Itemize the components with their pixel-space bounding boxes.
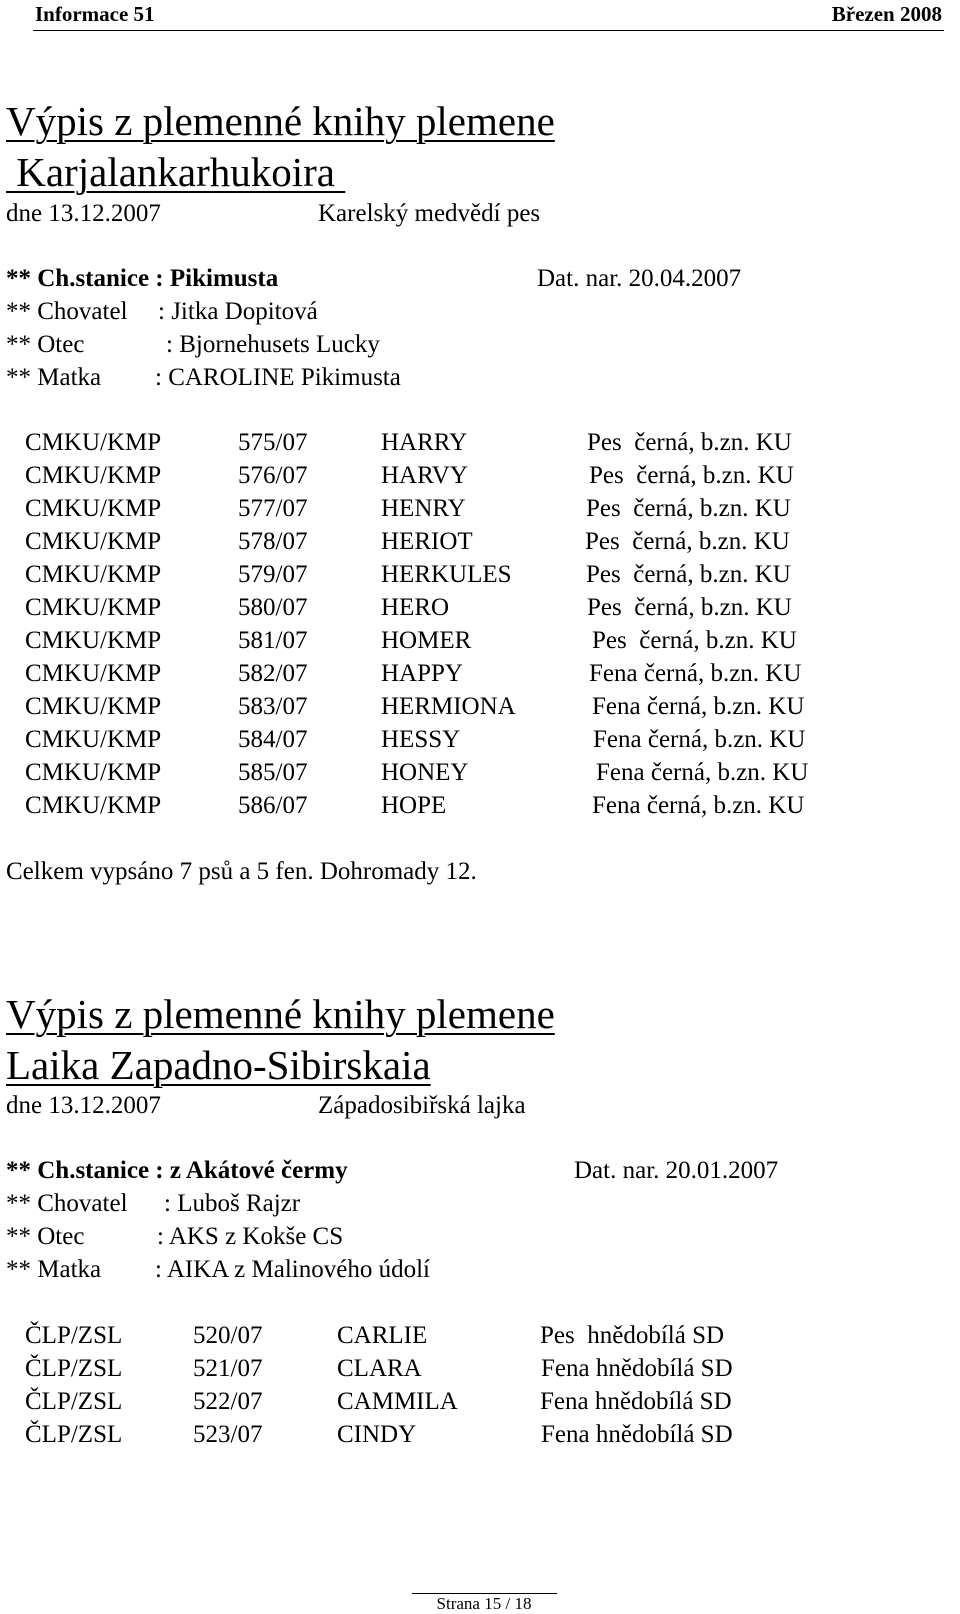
registry: CMKU/KMP xyxy=(25,462,162,489)
breeder-value: : Jitka Dopitová xyxy=(158,298,318,325)
registry: ČLP/ZSL xyxy=(25,1388,123,1415)
dam-value: : CAROLINE Pikimusta xyxy=(155,364,401,391)
sex-color: Fena černá, b.zn. KU xyxy=(593,726,806,753)
list-item xyxy=(0,625,960,659)
header-divider xyxy=(33,30,944,31)
dam-value: : AIKA z Malinového údolí xyxy=(155,1256,430,1283)
dog-name: CLARA xyxy=(337,1355,422,1382)
reg-number: 523/07 xyxy=(193,1421,263,1448)
list-item xyxy=(0,559,960,593)
reg-number: 522/07 xyxy=(193,1388,263,1415)
sex-color: Fena černá, b.zn. KU xyxy=(596,759,809,786)
dog-name: HESSY xyxy=(381,726,461,753)
reg-number: 582/07 xyxy=(238,660,308,687)
sex-color: Pes černá, b.zn. KU xyxy=(586,561,791,588)
list-item xyxy=(0,1353,960,1387)
registry: CMKU/KMP xyxy=(25,726,162,753)
list-item xyxy=(0,724,960,758)
breed-title xyxy=(6,1041,611,1089)
breed-czech-name: Karelský medvědí pes xyxy=(318,200,541,227)
kennel-station: ** Ch.stanice : Pikimusta xyxy=(6,265,279,292)
reg-number: 575/07 xyxy=(238,429,308,456)
list-item xyxy=(0,1386,960,1420)
list-item xyxy=(0,592,960,626)
breeder-label: ** Chovatel xyxy=(6,298,128,325)
dog-name: HERMIONA xyxy=(381,693,516,720)
section-title: Výpis z plemenné knihy plemene xyxy=(6,98,555,144)
sex-color: Pes hnědobílá SD xyxy=(540,1322,725,1349)
page-header xyxy=(0,0,960,30)
dog-name: HONEY xyxy=(381,759,469,786)
kennel-station: ** Ch.stanice : z Akátové čermy xyxy=(6,1157,348,1184)
reg-number: 577/07 xyxy=(238,495,308,522)
issue-date: Březen 2008 xyxy=(831,2,942,26)
sex-color: Fena černá, b.zn. KU xyxy=(592,792,805,819)
list-item xyxy=(0,1419,960,1453)
list-item xyxy=(0,790,960,824)
sex-color: Pes černá, b.zn. KU xyxy=(592,627,797,654)
registry: CMKU/KMP xyxy=(25,528,162,555)
breeder-label: ** Chovatel xyxy=(6,1190,128,1217)
dam-label: ** Matka xyxy=(6,1256,102,1283)
registry: CMKU/KMP xyxy=(25,660,162,687)
dog-name: CARLIE xyxy=(337,1322,428,1349)
reg-number: 576/07 xyxy=(238,462,308,489)
sex-color: Fena hnědobílá SD xyxy=(541,1421,733,1448)
dog-name: HERO xyxy=(381,594,450,621)
sex-color: Pes černá, b.zn. KU xyxy=(587,429,792,456)
sex-color: Fena hnědobílá SD xyxy=(541,1355,733,1382)
sire-value: : Bjornehusets Lucky xyxy=(166,331,380,358)
reg-number: 520/07 xyxy=(193,1322,263,1349)
newsletter-issue: Informace 51 xyxy=(35,2,155,26)
sex-color: Fena černá, b.zn. KU xyxy=(589,660,802,687)
dog-name: HENRY xyxy=(381,495,466,522)
registry: CMKU/KMP xyxy=(25,594,162,621)
registry: CMKU/KMP xyxy=(25,792,162,819)
breed-title: Karjalankarhukoira xyxy=(6,149,346,195)
listing-date: dne 13.12.2007 xyxy=(6,200,161,227)
list-item xyxy=(0,427,960,461)
list-item xyxy=(0,757,960,791)
birth-date: Dat. nar. 20.01.2007 xyxy=(574,1157,779,1184)
dog-name: HERIOT xyxy=(381,528,473,555)
birth-date: Dat. nar. 20.04.2007 xyxy=(537,265,742,292)
registry: ČLP/ZSL xyxy=(25,1421,123,1448)
list-item xyxy=(0,526,960,560)
reg-number: 586/07 xyxy=(238,792,308,819)
sex-color: Fena hnědobílá SD xyxy=(540,1388,732,1415)
reg-number: 583/07 xyxy=(238,693,308,720)
list-item xyxy=(0,691,960,725)
registry: CMKU/KMP xyxy=(25,693,162,720)
sire-label: ** Otec xyxy=(6,331,85,358)
dog-name: CINDY xyxy=(337,1421,417,1448)
reg-number: 585/07 xyxy=(238,759,308,786)
summary-total: Celkem vypsáno 7 psů a 5 fen. Dohromady 12. xyxy=(6,858,477,885)
page-number: Strana 15 / 18 xyxy=(436,1594,532,1613)
sire-value: : AKS z Kokše CS xyxy=(157,1223,344,1250)
dog-name: HOMER xyxy=(381,627,472,654)
reg-number: 581/07 xyxy=(238,627,308,654)
reg-number: 584/07 xyxy=(238,726,308,753)
dam-label: ** Matka xyxy=(6,364,102,391)
registry: CMKU/KMP xyxy=(25,429,162,456)
registry: CMKU/KMP xyxy=(25,495,162,522)
dog-name: HERKULES xyxy=(381,561,512,588)
list-item xyxy=(0,460,960,494)
breeder-value: : Luboš Rajzr xyxy=(164,1190,301,1217)
reg-number: 580/07 xyxy=(238,594,308,621)
list-item xyxy=(0,1320,960,1354)
registry: CMKU/KMP xyxy=(25,627,162,654)
title-underline-extension xyxy=(431,1041,611,1089)
listing-date: dne 13.12.2007 xyxy=(6,1092,161,1119)
sex-color: Pes černá, b.zn. KU xyxy=(587,594,792,621)
registry: CMKU/KMP xyxy=(25,561,162,588)
registry: ČLP/ZSL xyxy=(25,1322,123,1349)
registry: CMKU/KMP xyxy=(25,759,162,786)
breed-czech-name: Západosibiřská lajka xyxy=(318,1092,526,1119)
sex-color: Fena černá, b.zn. KU xyxy=(592,693,805,720)
page-footer xyxy=(0,1594,960,1614)
dog-name: HOPE xyxy=(381,792,447,819)
dog-name: HARRY xyxy=(381,429,468,456)
reg-number: 579/07 xyxy=(238,561,308,588)
sex-color: Pes černá, b.zn. KU xyxy=(586,495,791,522)
list-item xyxy=(0,658,960,692)
dog-name: HAPPY xyxy=(381,660,463,687)
sex-color: Pes černá, b.zn. KU xyxy=(585,528,790,555)
breed-title-text: Laika Zapadno-Sibirskaia xyxy=(6,1042,431,1088)
dog-name: CAMMILA xyxy=(337,1388,458,1415)
section-title: Výpis z plemenné knihy plemene xyxy=(6,991,555,1037)
reg-number: 521/07 xyxy=(193,1355,263,1382)
sex-color: Pes černá, b.zn. KU xyxy=(589,462,794,489)
dog-name: HARVY xyxy=(381,462,468,489)
reg-number: 578/07 xyxy=(238,528,308,555)
registry: ČLP/ZSL xyxy=(25,1355,123,1382)
sire-label: ** Otec xyxy=(6,1223,85,1250)
list-item xyxy=(0,493,960,527)
